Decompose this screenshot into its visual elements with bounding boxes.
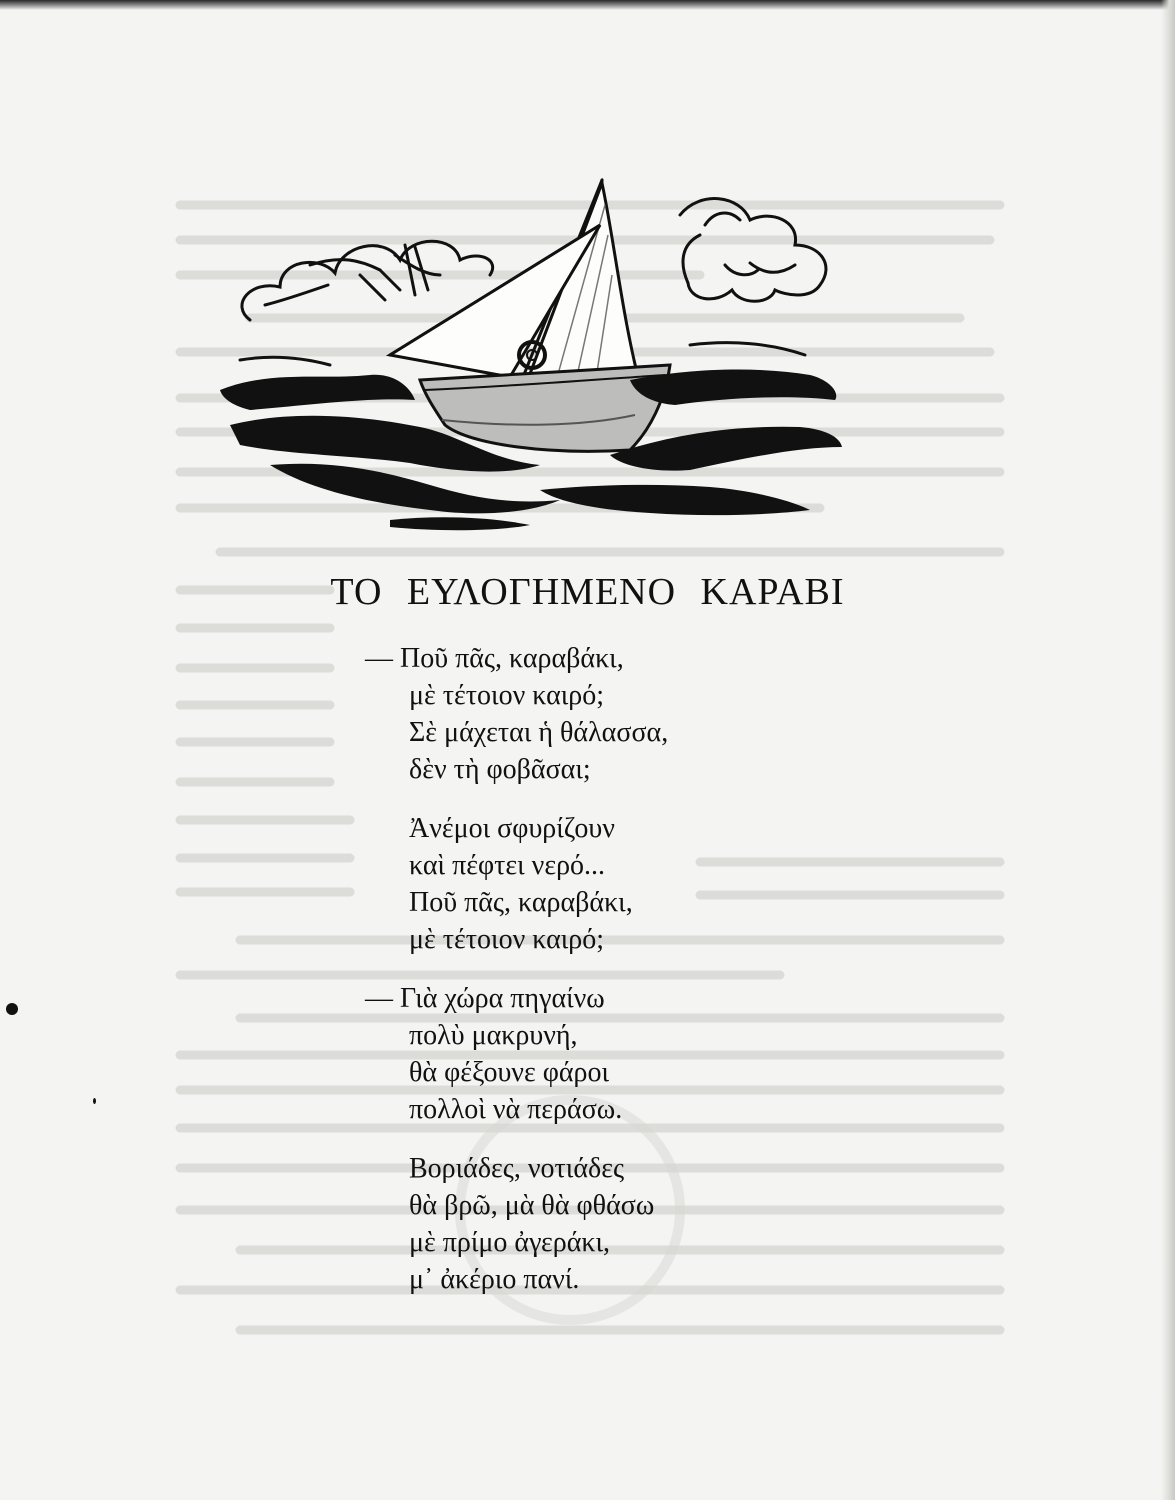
stanza-1 [365,640,965,788]
stanza-2 [365,810,965,958]
poem-line: — Ποῦ πᾶς, καραβάκι, [365,643,624,674]
poem-line: μὲ πρίμο ἀγεράκι, [409,1227,611,1258]
poem-line: καὶ πέφτει νερό... [409,850,606,881]
page-top-edge [0,0,1175,10]
poem-title: ΤΟ ΕΥΛΟΓΗΜΕΝΟ ΚΑΡΑΒΙ [330,571,845,613]
ink-speck [93,1098,96,1104]
poem-line: Ἀνέμοι σφυρίζουν [409,813,615,844]
left-cloud-icon [242,241,493,320]
poem-line: μ᾽ ἀκέριο πανί. [409,1264,580,1295]
poem-line: θὰ βρῶ, μὰ θὰ φθάσω [409,1190,655,1221]
poem-line: πολὺ μακρυνή, [409,1020,578,1051]
poem-line: πολλοὶ νὰ περάσω. [409,1094,623,1125]
poem-line: Βοριάδες, νοτιάδες [409,1153,625,1184]
stanza-3 [365,980,965,1128]
poem-line: θὰ φέξουνε φάροι [409,1057,610,1088]
poem-line: Σὲ μάχεται ἡ θάλασσα, [409,717,669,748]
sailboat-in-storm-icon [210,165,850,535]
poem-line: — Γιὰ χώρα πηγαίνω [365,983,605,1014]
poem-line: Ποῦ πᾶς, καραβάκι, [409,887,633,918]
page-right-edge [1161,0,1175,1500]
poem-line: δὲν τὴ φοβᾶσαι; [409,754,591,785]
poem-body [365,640,965,1320]
ink-speck [6,1003,18,1015]
stanza-4 [365,1150,965,1298]
right-cloud-icon [680,199,826,302]
poem-line: μὲ τέτοιον καιρό; [409,680,605,711]
poem-line: μὲ τέτοιον καιρό; [409,924,605,955]
